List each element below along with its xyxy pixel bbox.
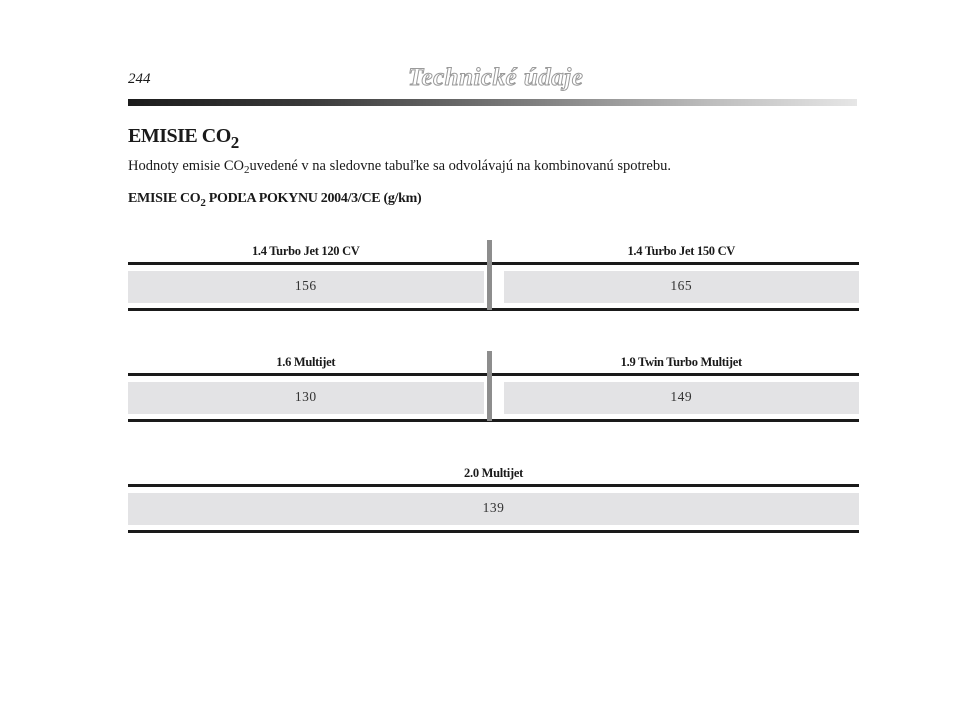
table-bottom-rule — [128, 530, 859, 533]
header-title: Technické údaje — [408, 64, 584, 91]
section-title — [128, 125, 239, 153]
emission-table-2 — [128, 351, 859, 422]
table-bottom-rule — [128, 419, 859, 422]
caption-subscript: 2 — [200, 197, 206, 209]
table-value-cell: 139 — [128, 493, 859, 525]
table-header-cell: 1.4 Turbo Jet 120 CV — [251, 244, 360, 258]
intro-text-start: Hodnoty emisie CO — [128, 158, 244, 174]
page-number: 244 — [128, 71, 151, 87]
intro-text-end: uvedené v na sledovne tabuľke sa odvolávajú na kombinovanú spotrebu. — [249, 158, 671, 174]
intro-paragraph — [128, 158, 671, 176]
table-header-row — [128, 240, 859, 262]
table-row — [128, 265, 859, 308]
table-header-row — [128, 462, 859, 484]
table-row — [128, 487, 859, 530]
table-value-cell: 130 — [128, 382, 484, 414]
table-header-cell: 1.6 Multijet — [276, 355, 336, 369]
table-value-cell: 149 — [504, 382, 860, 414]
table-bottom-rule — [128, 308, 859, 311]
caption-text-start: EMISIE CO — [128, 191, 201, 206]
section-title-subscript: 2 — [230, 133, 239, 152]
column-divider — [487, 240, 492, 310]
caption-text-end: PODĽA POKYNU 2004/3/CE (g/km) — [205, 191, 422, 206]
table-header-row — [128, 351, 859, 373]
section-title-text: EMISIE CO — [128, 125, 231, 147]
column-divider — [487, 351, 492, 421]
table-value-cell: 165 — [504, 271, 860, 303]
emission-table-3 — [128, 462, 859, 533]
table-header-cell: 2.0 Multijet — [464, 466, 523, 480]
intro-subscript: 2 — [244, 164, 250, 176]
table-row — [128, 376, 859, 419]
emission-table-1 — [128, 240, 859, 311]
table-header-cell: 1.9 Twin Turbo Multijet — [620, 355, 742, 369]
table-caption — [128, 191, 421, 209]
table-header-cell: 1.4 Turbo Jet 150 CV — [627, 244, 736, 258]
header-rule — [128, 99, 857, 106]
table-value-cell: 156 — [128, 271, 484, 303]
